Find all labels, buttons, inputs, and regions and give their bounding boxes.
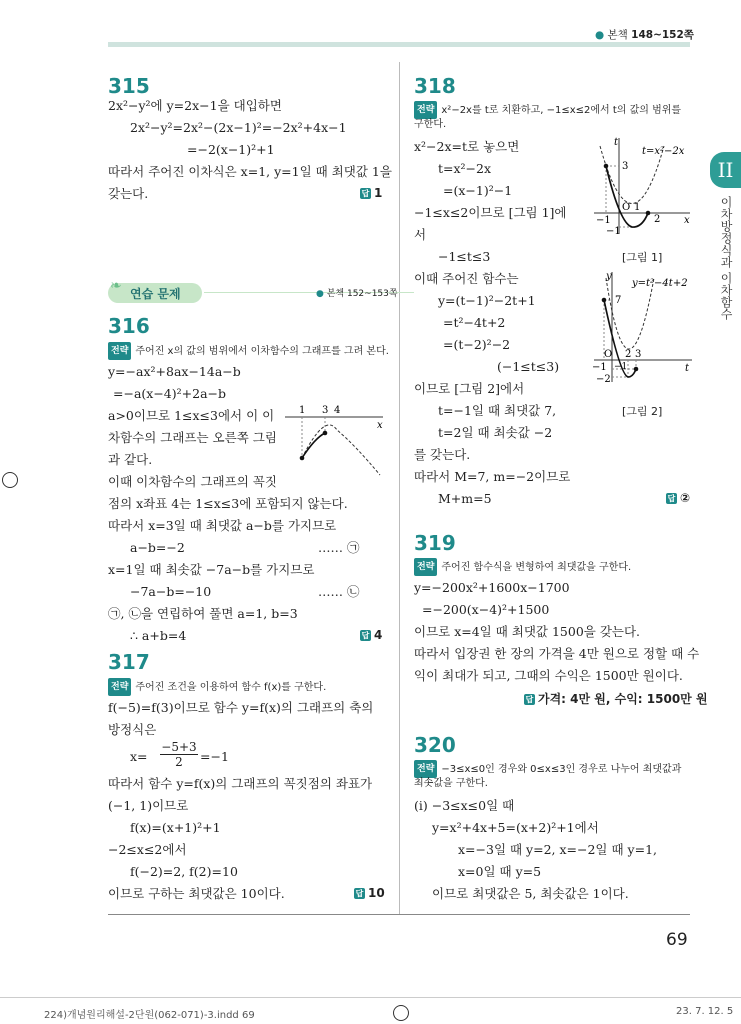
p318-line: =t²−4t+2 [443,315,506,330]
fraction-denominator: 2 [160,754,198,769]
p315-line: =−2(x−1)²+1 [187,142,275,157]
p318-strategy: 전략 x²−2x를 t로 치환하고, −1≤x≤2에서 t의 값의 범위를 [414,101,681,119]
p318-line: t=−1일 때 최댓값 7, [438,403,557,418]
side-tab-numeral: II [710,152,741,188]
column-divider [399,62,400,914]
p318-line: −1≤x≤2이므로 [그림 1]에 [414,205,567,220]
fig1-label: 1 [634,202,641,213]
p317-line: 따라서 함수 y=f(x)의 그래프의 꼭짓점의 좌표가 [108,776,373,791]
p318-line: =(t−2)²−2 [443,337,511,352]
practice-banner [108,278,398,303]
p316-line: a−b=−2 [130,540,185,555]
p317-line: =−1 [200,749,229,764]
p315-line: 따라서 주어진 이차식은 x=1, y=1일 때 최댓값 1을 [108,164,392,179]
p318-line: 서 [414,227,427,242]
page-number: 69 [666,930,688,950]
p316-line: ∴ a+b=4 [130,628,187,643]
p317-line: (−1, 1)이므로 [108,798,189,813]
p317-line: −2≤x≤2에서 [108,842,187,857]
side-tab [710,152,741,342]
footer-rule [0,997,741,998]
p316-line: −7a−b=−10 [130,584,212,599]
p319-line: 이므로 x=4일 때 최댓값 1500을 갖는다. [414,624,641,639]
p316-graph [285,400,390,480]
fig1-label: t [614,137,619,148]
p319-line: y=−200x²+1600x−1700 [414,580,570,595]
p316-line: 이때 이차함수의 그래프의 꼭짓 [108,474,277,489]
registration-mark-bottom [393,1005,409,1021]
p318-line: M+m=5 [438,491,492,506]
fig1-label: x [684,215,690,226]
p317-answer: 답 10 [355,886,385,900]
p316-strategy: 전략 주어진 x의 값의 범위에서 이차함수의 그래프를 그려 본다. [108,342,389,360]
fig2-label: 7 [615,295,622,306]
p317-fraction [160,740,198,769]
fig1-label: 3 [622,161,629,172]
p316-line: 과 같다. [108,452,153,467]
p318-line: (−1≤t≤3) [497,359,560,374]
graph-label: 3 [322,405,329,416]
p318-line: 를 갖는다. [414,447,471,462]
p318-line: x²−2x=t로 놓으면 [414,139,520,154]
problem-number-320: 320 [414,733,456,757]
fig1-label: O [622,202,631,213]
p315-answer: 답 1 [361,186,383,200]
fig2-label: t [685,363,690,374]
p318-line: −1≤t≤3 [438,249,491,264]
fig1-label: 2 [654,214,661,225]
fig2-caption: [그림 2] [622,405,663,418]
header-bar [108,42,690,47]
p320-line: x=−3일 때 y=2, x=−2일 때 y=1, [458,842,657,857]
p317-line: 방정식은 [108,722,157,737]
problem-number-315: 315 [108,74,150,98]
p315-line: 갖는다. [108,186,149,201]
p316-mark: …… ㉡ [318,584,360,599]
graph-label: 1 [299,405,306,416]
p318-line: t=2일 때 최솟값 −2 [438,425,553,440]
graph-label: x [377,420,383,431]
fig2-label: O [604,349,613,360]
p316-line: y=−ax²+8ax−14a−b [108,364,241,379]
problem-number-317: 317 [108,650,150,674]
p316-mark: …… ㉠ [318,540,360,555]
p318-answer: 답 ② [667,491,691,505]
p316-line: ㉠, ㉡을 연립하여 풀면 a=1, b=3 [108,606,298,621]
p318-figure-1 [592,136,697,240]
practice-ref: ● 본책 152~153쪽 [316,289,398,299]
fig2-label: −2 [596,374,611,385]
p316-line: a>0이므로 1≤x≤3에서 이 이 [108,408,275,423]
p319-answer: 답 가격: 4만 원, 수익: 1500만 원 [525,692,708,706]
p315-line: 2x²−y²에 y=2x−1을 대입하면 [108,98,282,113]
p316-line: x=1일 때 최솟값 −7a−b를 가지므로 [108,562,315,577]
p320-line: 이므로 최댓값은 5, 최솟값은 1이다. [432,886,629,901]
problem-number-318: 318 [414,74,456,98]
p317-line: f(−5)=f(3)이므로 함수 y=f(x)의 그래프의 축의 [108,700,374,715]
registration-mark-left [2,472,18,488]
p319-line: =−200(x−4)²+1500 [422,602,550,617]
header-ref: ● 본책 148~152쪽 [595,29,694,41]
fig1-label: t=x²−2x [642,146,685,157]
p317-line: f(x)=(x+1)²+1 [130,820,221,835]
p320-strategy: 전략 −3≤x≤0인 경우와 0≤x≤3인 경우로 나누어 최댓값과 [414,760,681,778]
p319-line: 익이 최대가 되고, 그때의 수익은 1500만 원이다. [414,668,683,683]
p318-figure-2 [592,270,697,388]
p317-line: 이므로 구하는 최댓값은 10이다. [108,886,285,901]
fig2-label: 3 [635,349,642,360]
p315-line: 2x²−y²=2x²−(2x−1)²=−2x²+4x−1 [130,120,347,135]
p316-line: 차함수의 그래프는 오른쪽 그림 [108,430,277,445]
problem-number-316: 316 [108,314,150,338]
p318-line: 따라서 M=7, m=−2이므로 [414,469,571,484]
p320-strategy-cont: 최솟값을 구한다. [414,778,488,789]
p317-strategy: 전략 주어진 조건을 이용하여 함수 f(x)를 구한다. [108,678,326,696]
p320-line: (i) −3≤x≤0일 때 [414,798,515,813]
fraction-numerator: −5+3 [161,740,197,754]
p318-strategy-cont: 구한다. [414,119,447,130]
practice-label: 연습 문제 [130,287,181,301]
p318-line: 이므로 [그림 2]에서 [414,381,525,396]
leaf-icon: ❧ [110,278,122,294]
p318-line: 이때 주어진 함수는 [414,271,519,286]
fig2-label: −1 [592,362,607,373]
fig2-label: y [606,271,612,282]
p320-line: x=0일 때 y=5 [458,864,542,879]
p317-line: x= [130,749,148,764]
fig2-label: 2 [625,349,632,360]
side-tab-title: 이차방정식과 이차함수 [719,196,733,320]
p316-line: =−a(x−4)²+2a−b [113,386,226,401]
p316-line: 점의 x좌표 4는 1≤x≤3에 포함되지 않는다. [108,496,348,511]
p320-line: y=x²+4x+5=(x+2)²+1에서 [432,820,599,835]
p318-line: y=(t−1)²−2t+1 [438,293,536,308]
footer-date: 23. 7. 12. 5 [676,1006,734,1017]
p317-line: f(−2)=2, f(2)=10 [130,864,238,879]
fig1-label: −1 [606,226,621,237]
p316-line: 따라서 x=3일 때 최댓값 a−b를 가지므로 [108,518,337,533]
fig2-label: y=t²−4t+2 [632,278,688,289]
p316-answer: 답 4 [361,628,383,642]
bottom-rule [108,914,690,915]
problem-number-319: 319 [414,531,456,555]
footer-file: 224)개념원리해설-2단원(062-071)-3.indd 69 [44,1010,255,1021]
p319-strategy: 전략 주어진 함수식을 변형하여 최댓값을 구한다. [414,558,631,576]
graph-label: 4 [334,405,341,416]
p318-line: t=x²−2x [438,161,492,176]
p318-line: =(x−1)²−1 [443,183,513,198]
fig1-label: −1 [596,215,611,226]
p319-line: 따라서 입장권 한 장의 가격을 4만 원으로 정할 때 수 [414,646,700,661]
fig1-caption: [그림 1] [622,251,663,264]
fig2-label: −1 [614,362,628,372]
